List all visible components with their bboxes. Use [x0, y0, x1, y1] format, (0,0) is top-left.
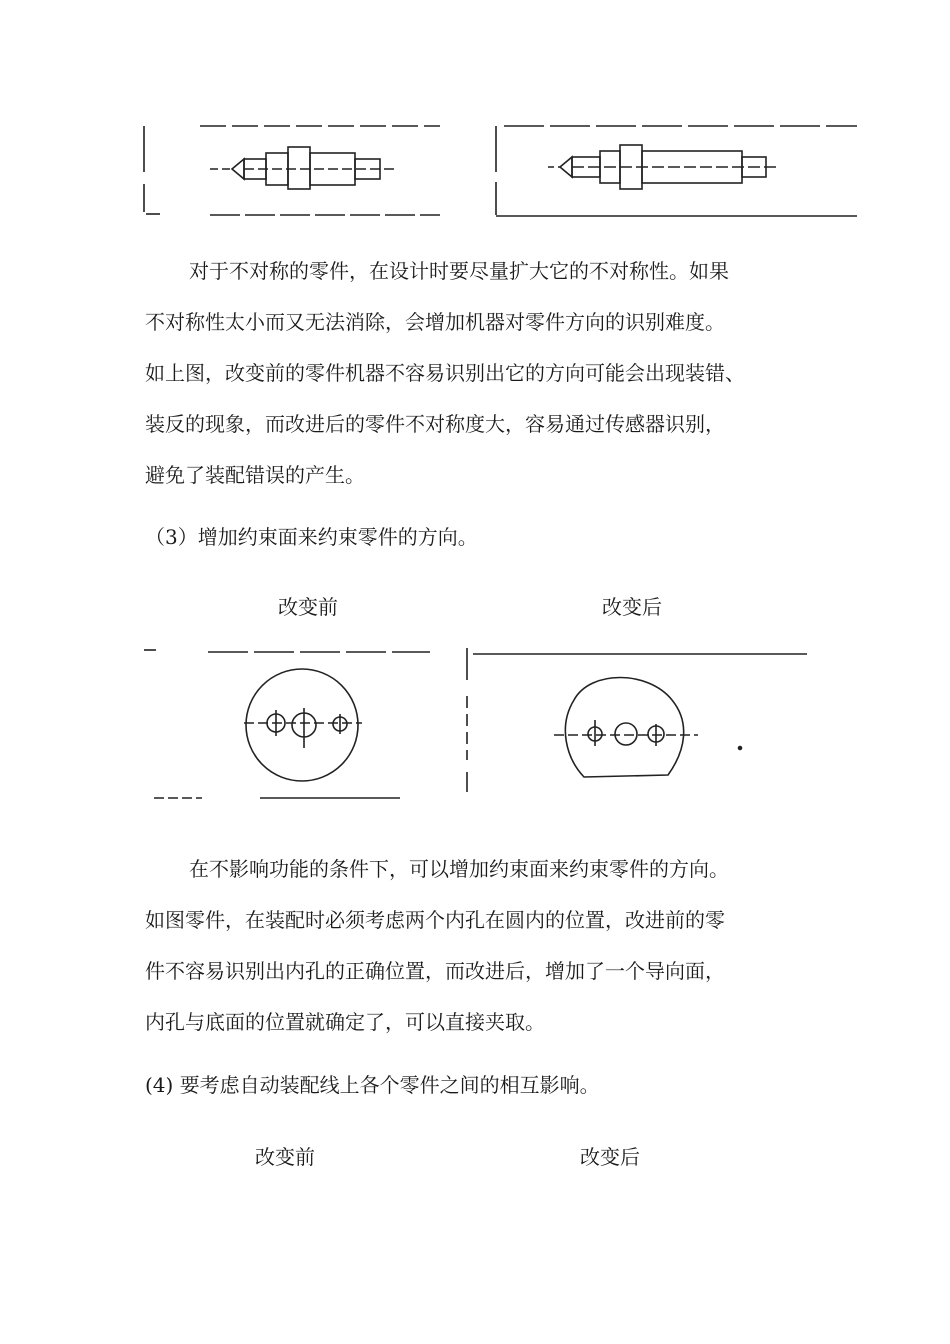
paragraph-asymmetry: [145, 256, 825, 511]
shaft-after: [548, 145, 778, 189]
caption-after: 改变后: [602, 595, 662, 619]
para1-line: 对于不对称的零件，在设计时要尽量扩大它的不对称性。如果: [189, 259, 729, 283]
disc-figure: [140, 640, 820, 810]
para2-line: 件不容易识别出内孔的正确位置，而改进后，增加了一个导向面，: [145, 959, 725, 983]
para2-line: 内孔与底面的位置就确定了，可以直接夹取。: [145, 1010, 545, 1034]
caption-after: 改变后: [580, 1145, 640, 1169]
section-heading-4: (4) 要考虑自动装配线上各个零件之间的相互影响。: [145, 1073, 600, 1097]
shaft-before: [210, 147, 398, 189]
disc-before: [244, 669, 362, 781]
shaft-figure: [140, 120, 865, 225]
para1-line: 避免了装配错误的产生。: [145, 463, 365, 487]
disc-after: [554, 678, 742, 778]
caption-before: 改变前: [278, 595, 338, 619]
section-heading-3: （3）增加约束面来约束零件的方向。: [145, 525, 478, 549]
para1-line: 装反的现象，而改进后的零件不对称度大，容易通过传感器识别，: [145, 412, 725, 436]
caption-before: 改变前: [255, 1145, 315, 1169]
para2-line: 在不影响功能的条件下，可以增加约束面来约束零件的方向。: [189, 857, 729, 881]
para1-line: 如上图，改变前的零件机器不容易识别出它的方向可能会出现装错、: [145, 361, 745, 385]
paragraph-constraint-surface: [145, 854, 825, 1058]
para1-line: 不对称性太小而又无法消除，会增加机器对零件方向的识别难度。: [145, 310, 725, 334]
para2-line: 如图零件，在装配时必须考虑两个内孔在圆内的位置，改进前的零: [145, 908, 725, 932]
